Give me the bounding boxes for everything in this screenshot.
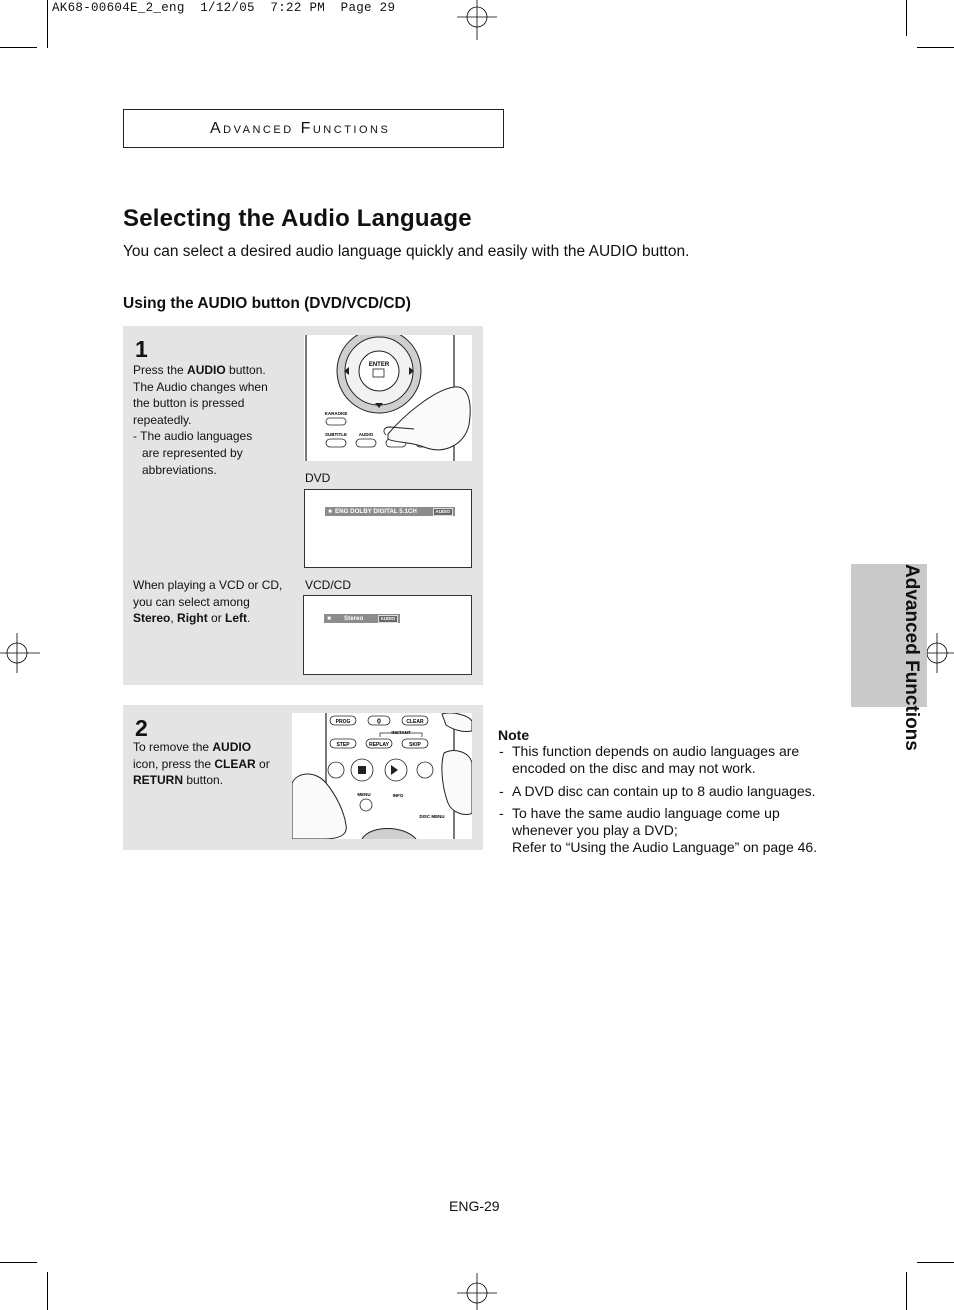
step1-instructions: Press the AUDIO button. The Audio changes when the button is pressed repeatedly. - The audio languages are represented by abbreviations. [133,363,268,477]
vcd-screen [303,595,472,675]
note-item: - To have the same audio language come up whenever you play a DVD; Refer to “Using the Audio Language” on page 46. [498,805,838,856]
subtitle-label: SUBTITLE [325,432,347,437]
dvd-screen [304,489,472,568]
speaker-icon: ■ [327,615,331,622]
page-title: Selecting the Audio Language [123,205,472,232]
dvd-label: DVD [305,471,331,485]
page-number: ENG-29 [449,1198,500,1214]
step2-number: 2 [135,715,148,741]
step-label: STEP [336,742,350,748]
subheading: Using the AUDIO button (DVD/VCD/CD) [123,295,411,312]
instant-label: INSTANT [391,730,411,735]
replay-label: REPLAY [369,742,389,748]
info-label: INFO [392,793,404,798]
prog-label: PROG [335,719,351,725]
dvd-osd-tag: AUDIO [433,508,454,516]
section-header: Advanced Functions [123,109,504,148]
enter-label: ENTER [368,362,390,368]
vcd-osd-tag: AUDIO [378,615,399,623]
vcd-instructions: When playing a VCD or CD, you can select among Stereo, Right or Left. [133,578,283,626]
intro-text: You can select a desired audio language quickly and easily with the AUDIO button. [123,243,690,260]
skip-label: SKIP [409,742,421,748]
registration-mark-top [457,0,497,40]
clear-label: CLEAR [406,719,424,725]
karaoke-label: KARAOKE [324,411,348,416]
note-item: - A DVD disc can contain up to 8 audio languages. [498,783,838,800]
vcd-osd-bar [324,614,400,623]
audio-label: AUDIO [358,432,374,437]
menu-label: MENU [357,792,371,797]
registration-mark-bottom [457,1273,497,1310]
remote-illustration-clear [292,713,472,839]
registration-mark-left [0,633,40,673]
dvd-osd-bar [325,507,455,516]
dvd-osd-text: ENG DOLBY DIGITAL 5.1CH [335,508,417,515]
side-tab [851,564,927,751]
remote-illustration-audio [304,335,472,461]
step1-number: 1 [135,336,148,362]
note-title: Note [498,727,530,743]
print-slug: AK68-00604E_2_eng 1/12/05 7:22 PM Page 29 [52,1,396,15]
zero-label: 0 [377,718,381,726]
speaker-icon: ■ [328,508,332,515]
side-tab-label: Advanced Functions [901,564,922,751]
step1-panel [123,326,483,685]
vcd-osd-text: Stereo [344,615,364,622]
note-list [498,743,838,862]
vcd-label: VCD/CD [305,578,352,592]
disc-menu-label: DISC MENU [419,814,445,819]
step2-instructions: To remove the AUDIO icon, press the CLEAR or RETURN button. [133,740,270,788]
step2-panel [123,705,483,850]
note-item: - This function depends on audio languages are encoded on the disc and may not work. [498,743,838,777]
